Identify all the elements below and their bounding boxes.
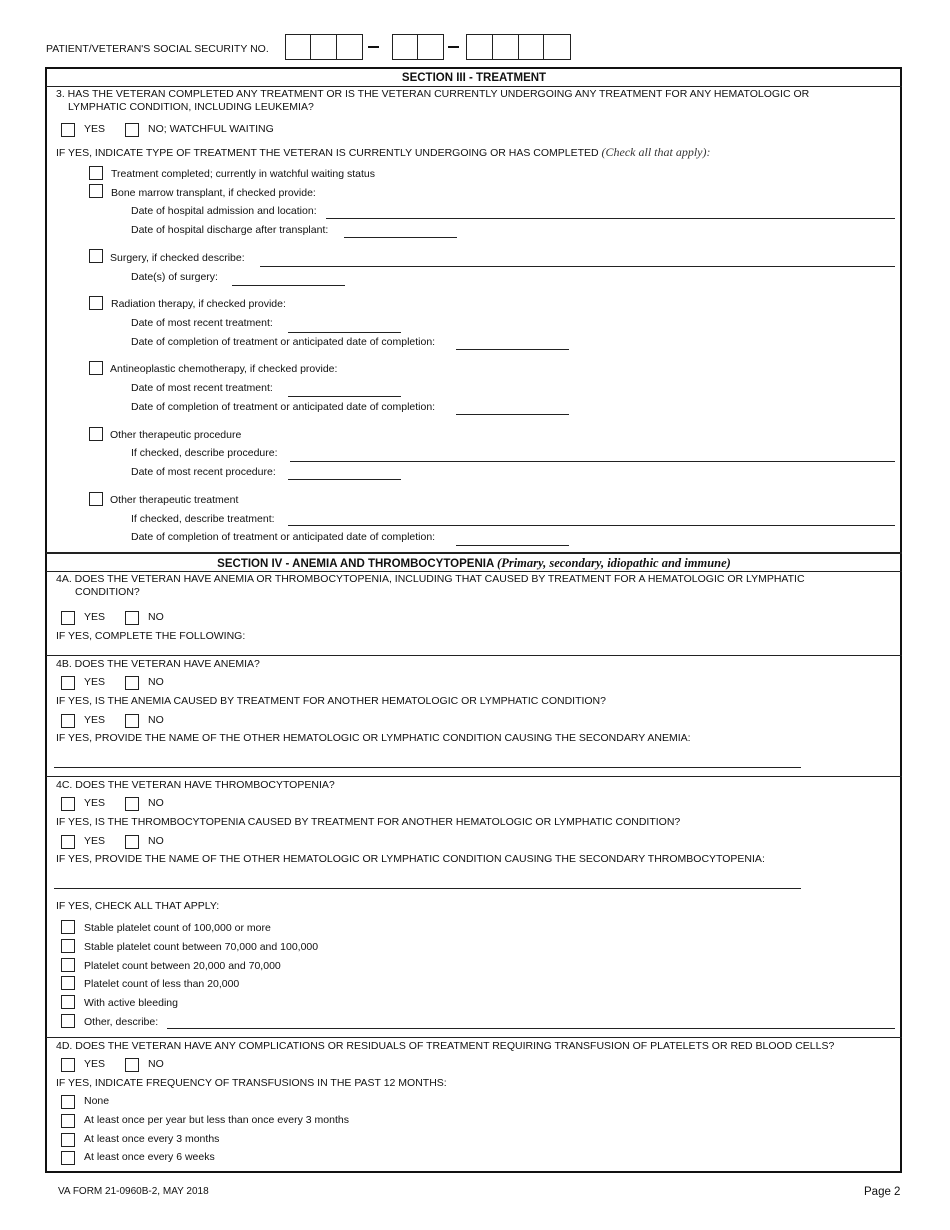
q4a-text-line2: CONDITION? xyxy=(75,586,140,598)
frequency-option-2-checkbox[interactable] xyxy=(61,1114,75,1128)
q4b-caused-yes-label: YES xyxy=(84,714,106,726)
bmt-discharge-field[interactable] xyxy=(344,237,457,238)
q4c-name-field[interactable] xyxy=(54,888,801,889)
chemo-recent-label: Date of most recent treatment: xyxy=(131,382,273,394)
other-procedure-recent-field[interactable] xyxy=(288,479,401,480)
frequency-option-4-label: At least once every 6 weeks xyxy=(84,1151,215,1163)
q4c-caused-no-checkbox[interactable] xyxy=(125,835,139,849)
bmt-admission-field[interactable] xyxy=(326,218,895,219)
section-3-title: SECTION III - TREATMENT xyxy=(401,72,547,84)
ssn-part1-input[interactable] xyxy=(285,34,363,60)
radiation-recent-field[interactable] xyxy=(288,332,401,333)
surgery-describe-field[interactable] xyxy=(260,266,895,267)
q4c-caused-yes-label: YES xyxy=(84,835,106,847)
radiation-checkbox[interactable] xyxy=(89,296,103,310)
platelet-option-2-label: Stable platelet count between 70,000 and 100,000 xyxy=(84,941,319,953)
frequency-option-1-checkbox[interactable] xyxy=(61,1095,75,1109)
other-procedure-checkbox[interactable] xyxy=(89,427,103,441)
q4c-yes-label: YES xyxy=(84,797,106,809)
q4d-text: 4D. DOES THE VETERAN HAVE ANY COMPLICATIONS OR RESIDUALS OF TREATMENT REQUIRING TRANSFUSION OF PLATELETS OR RED BLOOD CELLS? xyxy=(56,1040,835,1052)
section-4-title-text: SECTION IV - ANEMIA AND THROMBOCYTOPENIA xyxy=(217,558,494,570)
q3-no-checkbox[interactable] xyxy=(125,123,139,137)
bmt-admission-label: Date of hospital admission and location: xyxy=(131,205,317,217)
bmt-label: Bone marrow transplant, if checked provide: xyxy=(111,187,316,199)
q4b-no-checkbox[interactable] xyxy=(125,676,139,690)
q4c-no-label: NO xyxy=(148,797,164,809)
surgery-checkbox[interactable] xyxy=(89,249,103,263)
form-id: VA FORM 21-0960B-2, MAY 2018 xyxy=(58,1186,209,1197)
other-treatment-checkbox[interactable] xyxy=(89,492,103,506)
q4b-name-text: IF YES, PROVIDE THE NAME OF THE OTHER HEMATOLOGIC OR LYMPHATIC CONDITION CAUSING THE SECONDARY ANEMIA: xyxy=(56,732,691,744)
frequency-option-3-label: At least once every 3 months xyxy=(84,1133,220,1145)
platelet-option-4-label: Platelet count of less than 20,000 xyxy=(84,978,240,990)
platelet-option-5-label: With active bleeding xyxy=(84,997,178,1009)
q4b-no-label: NO xyxy=(148,676,164,688)
bmt-checkbox[interactable] xyxy=(89,184,103,198)
page-number: Page 2 xyxy=(864,1186,901,1198)
other-procedure-label: Other therapeutic procedure xyxy=(110,429,242,441)
q4b-text: 4B. DOES THE VETERAN HAVE ANEMIA? xyxy=(56,658,260,670)
q4a-text-line1: 4A. DOES THE VETERAN HAVE ANEMIA OR THROMBOCYTOPENIA, INCLUDING THAT CAUSED BY TREATMENT FOR A HEMATOLOGIC OR LYMPHATIC xyxy=(56,573,805,585)
q4b-name-field[interactable] xyxy=(54,767,801,768)
chemo-checkbox[interactable] xyxy=(89,361,103,375)
q3-type-text: IF YES, INDICATE TYPE OF TREATMENT THE VETERAN IS CURRENTLY UNDERGOING OR HAS COMPLETED xyxy=(56,147,599,159)
other-treatment-describe-label: If checked, describe treatment: xyxy=(131,513,275,525)
chemo-completion-field[interactable] xyxy=(456,414,569,415)
divider xyxy=(46,571,902,572)
other-procedure-describe-field[interactable] xyxy=(290,461,895,462)
q4d-no-label: NO xyxy=(148,1058,164,1070)
chemo-recent-field[interactable] xyxy=(288,396,401,397)
q4c-no-checkbox[interactable] xyxy=(125,797,139,811)
check-all-hint: (Check all that apply): xyxy=(601,145,711,159)
chemo-completion-label: Date of completion of treatment or anticipated date of completion: xyxy=(131,401,436,413)
check-all-apply-text: IF YES, CHECK ALL THAT APPLY: xyxy=(56,900,220,912)
frequency-option-4-checkbox[interactable] xyxy=(61,1151,75,1165)
q4b-yes-checkbox[interactable] xyxy=(61,676,75,690)
divider xyxy=(46,552,902,554)
other-treatment-label: Other therapeutic treatment xyxy=(110,494,239,506)
completed-checkbox[interactable] xyxy=(89,166,103,180)
frequency-option-2-label: At least once per year but less than once every 3 months xyxy=(84,1114,349,1126)
ssn-dash xyxy=(448,46,459,48)
q4a-complete-text: IF YES, COMPLETE THE FOLLOWING: xyxy=(56,630,246,642)
q4a-yes-checkbox[interactable] xyxy=(61,611,75,625)
q4a-no-checkbox[interactable] xyxy=(125,611,139,625)
radiation-completion-field[interactable] xyxy=(456,349,569,350)
bmt-discharge-label: Date of hospital discharge after transplant: xyxy=(131,224,329,236)
q3-text-line1: 3. HAS THE VETERAN COMPLETED ANY TREATMENT OR IS THE VETERAN CURRENTLY UNDERGOING ANY TREATMENT FOR ANY HEMATOLOGIC OR xyxy=(56,88,810,100)
ssn-dash xyxy=(368,46,379,48)
q3-no-label: NO; WATCHFUL WAITING xyxy=(148,123,274,135)
frequency-option-3-checkbox[interactable] xyxy=(61,1133,75,1147)
platelet-option-4-checkbox[interactable] xyxy=(61,976,75,990)
q4c-text: 4C. DOES THE VETERAN HAVE THROMBOCYTOPENIA? xyxy=(56,779,335,791)
q4d-no-checkbox[interactable] xyxy=(125,1058,139,1072)
q3-type-prompt xyxy=(56,146,710,160)
q4c-name-text: IF YES, PROVIDE THE NAME OF THE OTHER HEMATOLOGIC OR LYMPHATIC CONDITION CAUSING THE SECONDARY THROMBOCYTOPENIA: xyxy=(56,853,765,865)
divider xyxy=(46,655,902,656)
platelet-option-other-label: Other, describe: xyxy=(84,1016,159,1028)
platelet-other-describe-field[interactable] xyxy=(167,1028,895,1029)
section-4-subtitle: (Primary, secondary, idiopathic and immune) xyxy=(497,556,731,570)
q4c-caused-yes-checkbox[interactable] xyxy=(61,835,75,849)
q4c-caused-text: IF YES, IS THE THROMBOCYTOPENIA CAUSED BY TREATMENT FOR ANOTHER HEMATOLOGIC OR LYMPHATIC CONDITION? xyxy=(56,816,681,828)
ssn-part3-input[interactable] xyxy=(466,34,571,60)
platelet-option-3-label: Platelet count between 20,000 and 70,000 xyxy=(84,960,281,972)
q3-yes-label: YES xyxy=(84,123,106,135)
q4c-yes-checkbox[interactable] xyxy=(61,797,75,811)
platelet-option-5-checkbox[interactable] xyxy=(61,995,75,1009)
surgery-dates-label: Date(s) of surgery: xyxy=(131,271,218,283)
q4c-caused-no-label: NO xyxy=(148,835,164,847)
divider xyxy=(46,86,902,87)
q4d-frequency-text: IF YES, INDICATE FREQUENCY OF TRANSFUSIONS IN THE PAST 12 MONTHS: xyxy=(56,1077,447,1089)
surgery-label: Surgery, if checked describe: xyxy=(110,252,245,264)
other-treatment-completion-label: Date of completion of treatment or anticipated date of completion: xyxy=(131,531,436,543)
platelet-option-other-checkbox[interactable] xyxy=(61,1014,75,1028)
q4b-caused-yes-checkbox[interactable] xyxy=(61,714,75,728)
chemo-label: Antineoplastic chemotherapy, if checked provide: xyxy=(110,363,338,375)
radiation-completion-label: Date of completion of treatment or anticipated date of completion: xyxy=(131,336,436,348)
q4d-yes-checkbox[interactable] xyxy=(61,1058,75,1072)
other-procedure-describe-label: If checked, describe procedure: xyxy=(131,447,278,459)
other-procedure-recent-label: Date of most recent procedure: xyxy=(131,466,276,478)
q3-yes-checkbox[interactable] xyxy=(61,123,75,137)
divider xyxy=(46,776,902,777)
radiation-recent-label: Date of most recent treatment: xyxy=(131,317,273,329)
radiation-label: Radiation therapy, if checked provide: xyxy=(111,298,286,310)
ssn-label: PATIENT/VETERAN'S SOCIAL SECURITY NO. xyxy=(46,43,269,55)
q3-text-line2: LYMPHATIC CONDITION, INCLUDING LEUKEMIA? xyxy=(68,101,314,113)
q4b-caused-no-checkbox[interactable] xyxy=(125,714,139,728)
other-treatment-describe-field[interactable] xyxy=(288,525,895,526)
platelet-option-2-checkbox[interactable] xyxy=(61,939,75,953)
platelet-option-3-checkbox[interactable] xyxy=(61,958,75,972)
divider xyxy=(46,1037,902,1038)
q4b-caused-no-label: NO xyxy=(148,714,164,726)
q4a-no-label: NO xyxy=(148,611,164,623)
frequency-option-1-label: None xyxy=(84,1095,110,1107)
q4a-yes-label: YES xyxy=(84,611,106,623)
q4d-yes-label: YES xyxy=(84,1058,106,1070)
ssn-part2-input[interactable] xyxy=(392,34,444,60)
q4b-yes-label: YES xyxy=(84,676,106,688)
section-4-title xyxy=(46,556,902,571)
platelet-option-1-checkbox[interactable] xyxy=(61,920,75,934)
q4b-caused-text: IF YES, IS THE ANEMIA CAUSED BY TREATMENT FOR ANOTHER HEMATOLOGIC OR LYMPHATIC CONDITION? xyxy=(56,695,606,707)
other-treatment-completion-field[interactable] xyxy=(456,545,569,546)
completed-label: Treatment completed; currently in watchful waiting status xyxy=(111,168,375,180)
surgery-dates-field[interactable] xyxy=(232,285,345,286)
platelet-option-1-label: Stable platelet count of 100,000 or more xyxy=(84,922,271,934)
